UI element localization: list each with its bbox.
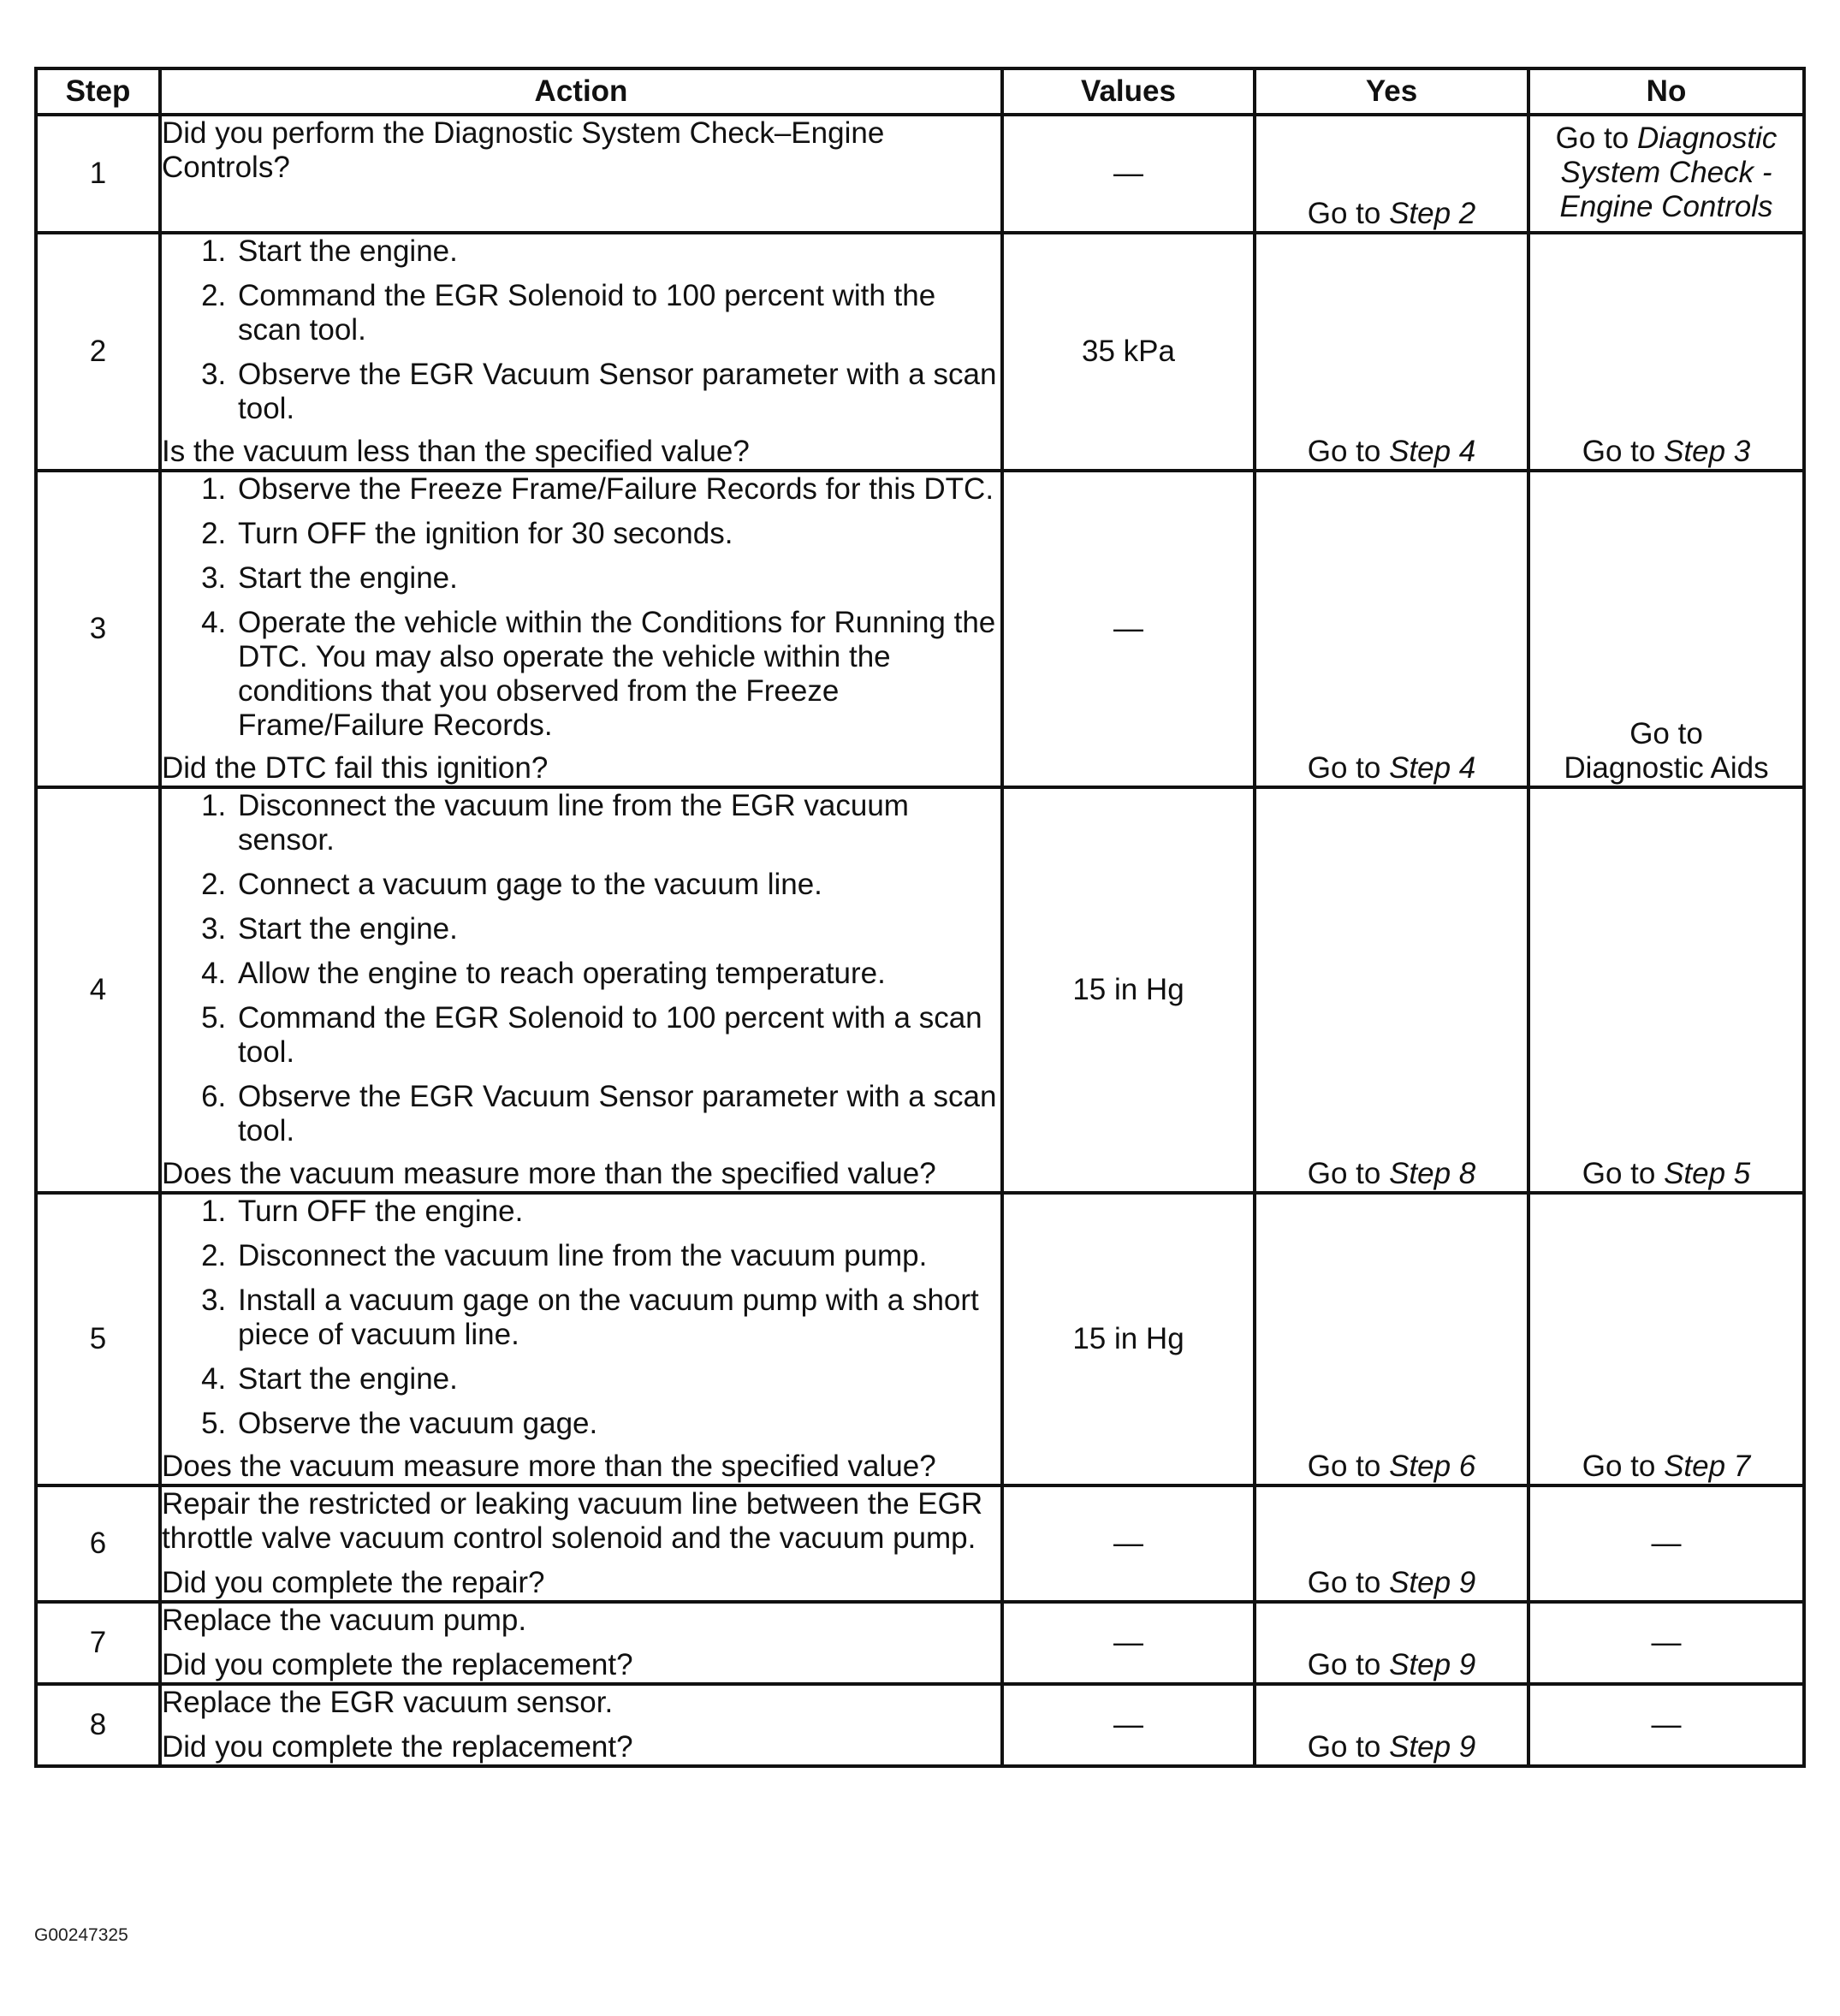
yes-prefix: Go to (1307, 751, 1381, 785)
step-number: 8 (36, 1684, 160, 1766)
action-step-item: 3. Start the engine. (234, 561, 1000, 596)
action-step-item: 5. Observe the vacuum gage. (234, 1407, 1000, 1441)
step-number: 6 (36, 1485, 160, 1602)
step-number: 5 (36, 1193, 160, 1485)
action-question: Does the vacuum measure more than the specified value? (162, 1157, 936, 1190)
action-cell (160, 115, 1002, 233)
yes-step-ref: Step 6 (1389, 1450, 1476, 1483)
no-prefix: Go to (1582, 1157, 1656, 1190)
yes-prefix: Go to (1307, 1648, 1381, 1681)
header-action: Action (160, 68, 1002, 115)
value-cell: 35 kPa (1002, 233, 1255, 471)
no-cell: — (1528, 1485, 1804, 1602)
action-text: Repair the restricted or leaking vacuum line between the EGR throttle valve vacuum control solenoid and the vacuum pump. (162, 1487, 983, 1555)
action-step-item: 6. Observe the EGR Vacuum Sensor parameter with a scan tool. (234, 1080, 1000, 1148)
value-cell: 15 in Hg (1002, 787, 1255, 1193)
table-row (36, 115, 1804, 233)
table-row (36, 787, 1804, 1193)
no-prefix: Go to (1582, 1450, 1656, 1483)
yes-step-ref: Step 4 (1389, 751, 1476, 785)
action-question: Did you complete the replacement? (162, 1648, 633, 1681)
action-cell (160, 1193, 1002, 1485)
action-step-item: 4. Allow the engine to reach operating temperature. (234, 957, 1000, 991)
action-question: Is the vacuum less than the specified value? (162, 435, 750, 468)
no-prefix: Go to (1555, 122, 1629, 155)
step-number: 2 (36, 233, 160, 471)
action-step-item: 3. Start the engine. (234, 912, 1000, 946)
step-number: 4 (36, 787, 160, 1193)
value-cell: — (1002, 1684, 1255, 1766)
value-cell: 15 in Hg (1002, 1193, 1255, 1485)
action-cell (160, 1485, 1002, 1602)
step-number: 3 (36, 471, 160, 787)
action-question: Did you complete the replacement? (162, 1730, 633, 1764)
yes-prefix: Go to (1307, 435, 1381, 468)
action-step-item: 4. Start the engine. (234, 1362, 1000, 1396)
yes-cell (1255, 115, 1528, 233)
yes-step-ref: Step 9 (1389, 1648, 1476, 1681)
yes-step-ref: Step 8 (1389, 1157, 1476, 1190)
action-step-item: 1. Observe the Freeze Frame/Failure Records for this DTC. (234, 472, 1000, 507)
action-step-item: 1. Turn OFF the engine. (234, 1195, 1000, 1229)
value-cell: — (1002, 1485, 1255, 1602)
table-row (36, 1684, 1804, 1766)
yes-cell (1255, 1193, 1528, 1485)
value-cell: — (1002, 115, 1255, 233)
action-step-item: 2. Connect a vacuum gage to the vacuum line. (234, 868, 1000, 902)
yes-prefix: Go to (1307, 1157, 1381, 1190)
diagnostic-table (34, 67, 1806, 1768)
action-cell (160, 1602, 1002, 1684)
yes-prefix: Go to (1307, 1730, 1381, 1764)
action-steps-list (162, 789, 1000, 1148)
table-row (36, 1193, 1804, 1485)
yes-prefix: Go to (1307, 197, 1381, 230)
action-steps-list (162, 234, 1000, 426)
no-cell (1528, 115, 1804, 233)
no-cell (1528, 471, 1804, 787)
yes-step-ref: Step 2 (1389, 197, 1476, 230)
no-step-ref: Step 7 (1664, 1450, 1751, 1483)
action-cell (160, 471, 1002, 787)
action-cell (160, 787, 1002, 1193)
action-question: Does the vacuum measure more than the specified value? (162, 1450, 936, 1483)
yes-cell (1255, 233, 1528, 471)
no-target: Diagnostic Aids (1564, 751, 1769, 785)
action-step-item: 2. Turn OFF the ignition for 30 seconds. (234, 517, 1000, 551)
action-step-item: 2. Command the EGR Solenoid to 100 percent with the scan tool. (234, 279, 1000, 347)
yes-cell (1255, 1684, 1528, 1766)
step-number: 7 (36, 1602, 160, 1684)
action-question: Did the DTC fail this ignition? (162, 751, 549, 785)
action-cell (160, 233, 1002, 471)
action-step-item: 1. Start the engine. (234, 234, 1000, 269)
yes-cell (1255, 1602, 1528, 1684)
action-text: Replace the EGR vacuum sensor. (162, 1686, 614, 1719)
action-steps-list (162, 1195, 1000, 1441)
yes-step-ref: Step 9 (1389, 1566, 1476, 1599)
header-values: Values (1002, 68, 1255, 115)
yes-step-ref: Step 9 (1389, 1730, 1476, 1764)
table-row (36, 1602, 1804, 1684)
action-step-item: 1. Disconnect the vacuum line from the EGR vacuum sensor. (234, 789, 1000, 857)
action-text: Did you perform the Diagnostic System Check–Engine Controls? (162, 116, 885, 184)
action-step-item: 4. Operate the vehicle within the Conditions for Running the DTC. You may also operate the vehicle within the conditions that you observed from the Freeze Frame/Failure Records. (234, 606, 1000, 743)
header-yes: Yes (1255, 68, 1528, 115)
no-cell: — (1528, 1684, 1804, 1766)
step-number: 1 (36, 115, 160, 233)
no-step-ref: Step 5 (1664, 1157, 1751, 1190)
action-steps-list (162, 472, 1000, 743)
no-prefix: Go to (1629, 717, 1703, 750)
header-row (36, 68, 1804, 115)
action-question: Did you complete the repair? (162, 1566, 545, 1599)
no-cell (1528, 1193, 1804, 1485)
table-row (36, 233, 1804, 471)
value-cell: — (1002, 1602, 1255, 1684)
action-step-item: 2. Disconnect the vacuum line from the vacuum pump. (234, 1239, 1000, 1273)
yes-prefix: Go to (1307, 1450, 1381, 1483)
no-step-ref: Diagnostic System Check - Engine Controls (1559, 122, 1778, 223)
yes-cell (1255, 787, 1528, 1193)
yes-step-ref: Step 4 (1389, 435, 1476, 468)
no-cell (1528, 787, 1804, 1193)
table-row (36, 1485, 1804, 1602)
action-step-item: 3. Observe the EGR Vacuum Sensor parameter with a scan tool. (234, 358, 1000, 426)
value-cell: — (1002, 471, 1255, 787)
action-cell (160, 1684, 1002, 1766)
no-cell (1528, 233, 1804, 471)
header-step: Step (36, 68, 160, 115)
action-step-item: 5. Command the EGR Solenoid to 100 percent with a scan tool. (234, 1001, 1000, 1070)
header-no: No (1528, 68, 1804, 115)
no-step-ref: Step 3 (1664, 435, 1751, 468)
yes-cell (1255, 471, 1528, 787)
yes-prefix: Go to (1307, 1566, 1381, 1599)
action-text: Replace the vacuum pump. (162, 1604, 527, 1637)
figure-id: G00247325 (34, 1925, 128, 1945)
yes-cell (1255, 1485, 1528, 1602)
table-row (36, 471, 1804, 787)
no-prefix: Go to (1582, 435, 1656, 468)
action-step-item: 3. Install a vacuum gage on the vacuum pump with a short piece of vacuum line. (234, 1284, 1000, 1352)
no-cell: — (1528, 1602, 1804, 1684)
